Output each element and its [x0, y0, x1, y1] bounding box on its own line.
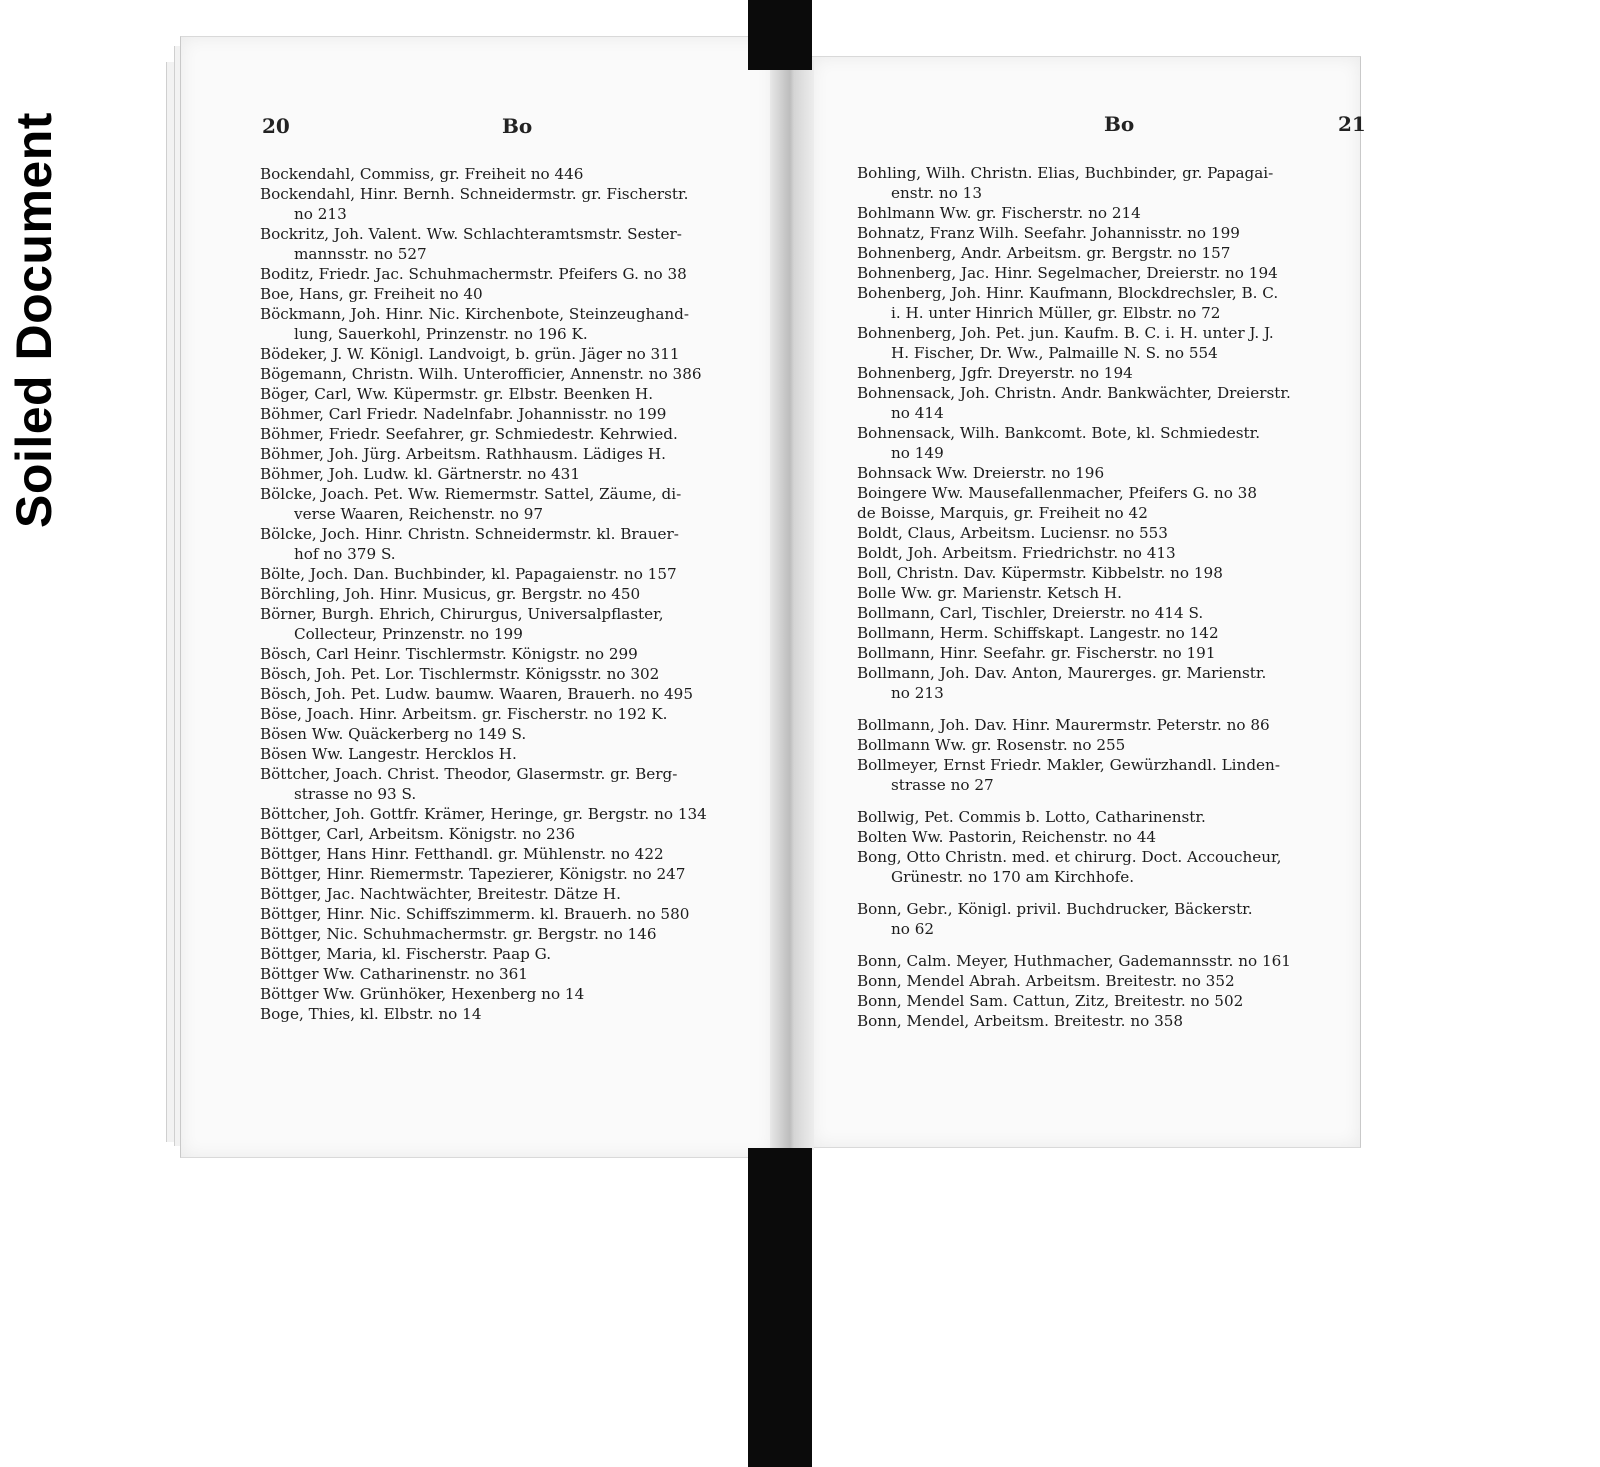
directory-entry	[260, 444, 760, 464]
directory-entry	[857, 827, 1357, 847]
directory-entry	[260, 724, 760, 744]
directory-entry	[260, 644, 760, 664]
directory-entry	[260, 284, 760, 304]
directory-entry	[260, 604, 760, 644]
directory-entry	[260, 484, 760, 524]
entry-text: Bollmann Ww. gr. Rosenstr. no 255	[857, 736, 1126, 754]
entry-text: Bonn, Gebr., Königl. privil. Buchdrucker, Bäckerstr.	[857, 900, 1253, 918]
entry-text: Bong, Otto Christn. med. et chirurg. Doct. Accoucheur,	[857, 848, 1282, 866]
entry-text: Bollmeyer, Ernst Friedr. Makler, Gewürzhandl. Linden-	[857, 756, 1280, 774]
right-running-head: Bo	[1104, 112, 1135, 136]
directory-entry	[857, 563, 1357, 583]
directory-entry	[857, 283, 1357, 323]
entry-continuation: verse Waaren, Reichenstr. no 97	[294, 505, 544, 523]
directory-entry	[260, 424, 760, 444]
directory-entry	[260, 304, 760, 344]
entry-continuation: lung, Sauerkohl, Prinzenstr. no 196 K.	[294, 325, 588, 343]
entry-text: Böse, Joach. Hinr. Arbeitsm. gr. Fischerstr. no 192 K.	[260, 705, 668, 723]
directory-entry	[260, 944, 760, 964]
directory-entry	[857, 223, 1357, 243]
directory-entry	[857, 951, 1357, 971]
directory-entry	[857, 323, 1357, 363]
entry-continuation: strasse no 27	[891, 776, 994, 794]
entry-text: Bölcke, Joch. Hinr. Christn. Schneidermstr. kl. Brauer-	[260, 525, 679, 543]
entry-text: Bockendahl, Hinr. Bernh. Schneidermstr. gr. Fischerstr.	[260, 185, 689, 203]
entry-text: Boge, Thies, kl. Elbstr. no 14	[260, 1005, 482, 1023]
entry-continuation: no 213	[891, 684, 944, 702]
entry-text: Bölcke, Joach. Pet. Ww. Riemermstr. Sattel, Zäume, di-	[260, 485, 682, 503]
entry-text: Bohlmann Ww. gr. Fischerstr. no 214	[857, 204, 1141, 222]
directory-entry	[260, 564, 760, 584]
directory-entry	[260, 524, 760, 564]
entry-text: Bohnsack Ww. Dreierstr. no 196	[857, 464, 1105, 482]
directory-entry	[857, 383, 1357, 423]
directory-entry	[857, 203, 1357, 223]
entry-text: Böttger, Maria, kl. Fischerstr. Paap G.	[260, 945, 552, 963]
directory-entry	[260, 864, 760, 884]
directory-entry	[857, 899, 1357, 939]
entry-text: Bohenberg, Joh. Hinr. Kaufmann, Blockdrechsler, B. C.	[857, 284, 1279, 302]
entry-text: Boll, Christn. Dav. Küpermstr. Kibbelstr. no 198	[857, 564, 1223, 582]
entry-continuation: Grünestr. no 170 am Kirchhofe.	[891, 868, 1135, 886]
directory-entry	[857, 847, 1357, 887]
left-running-head: Bo	[502, 114, 533, 138]
directory-entry	[857, 363, 1357, 383]
entry-text: Bösen Ww. Langestr. Hercklos H.	[260, 745, 517, 763]
directory-entry	[260, 844, 760, 864]
entry-text: Bösch, Joh. Pet. Lor. Tischlermstr. Königsstr. no 302	[260, 665, 660, 683]
directory-entry	[260, 884, 760, 904]
directory-entry	[857, 483, 1357, 503]
entry-text: Böckmann, Joh. Hinr. Nic. Kirchenbote, Steinzeughand-	[260, 305, 690, 323]
directory-entry	[857, 971, 1357, 991]
entry-text: Bohling, Wilh. Christn. Elias, Buchbinder, gr. Papagai-	[857, 164, 1274, 182]
directory-entry	[857, 1011, 1357, 1031]
entry-text: Boe, Hans, gr. Freiheit no 40	[260, 285, 483, 303]
directory-entry	[857, 463, 1357, 483]
directory-entry	[857, 523, 1357, 543]
directory-entry	[857, 715, 1357, 735]
entry-text: Bollmann, Joh. Dav. Hinr. Maurermstr. Peterstr. no 86	[857, 716, 1270, 734]
entry-text: Bollmann, Carl, Tischler, Dreierstr. no 414 S.	[857, 604, 1204, 622]
directory-entry	[857, 503, 1357, 523]
directory-entry	[260, 984, 760, 1004]
entry-text: Bohnenberg, Jac. Hinr. Segelmacher, Dreierstr. no 194	[857, 264, 1278, 282]
directory-entry	[260, 804, 760, 824]
directory-entry	[260, 764, 760, 804]
directory-entry	[857, 735, 1357, 755]
directory-entry	[260, 164, 760, 184]
entry-text: Bösch, Joh. Pet. Ludw. baumw. Waaren, Brauerh. no 495	[260, 685, 694, 703]
entry-text: Böhmer, Joh. Ludw. kl. Gärtnerstr. no 431	[260, 465, 581, 483]
binding-strip-top	[748, 0, 812, 70]
directory-entry	[260, 264, 760, 284]
directory-entry	[857, 583, 1357, 603]
entry-text: Bohnatz, Franz Wilh. Seefahr. Johannisstr. no 199	[857, 224, 1240, 242]
entry-text: Boldt, Joh. Arbeitsm. Friedrichstr. no 413	[857, 544, 1176, 562]
entry-text: Bockritz, Joh. Valent. Ww. Schlachteramtsmstr. Sester-	[260, 225, 682, 243]
entry-text: Boingere Ww. Mausefallenmacher, Pfeifers G. no 38	[857, 484, 1257, 502]
entry-text: Börchling, Joh. Hinr. Musicus, gr. Bergstr. no 450	[260, 585, 641, 603]
right-page-number: 21	[1338, 112, 1366, 136]
entry-continuation: strasse no 93 S.	[294, 785, 417, 803]
directory-entry	[260, 344, 760, 364]
entry-continuation: hof no 379 S.	[294, 545, 396, 563]
directory-entry	[260, 824, 760, 844]
entry-text: Bohnenberg, Andr. Arbeitsm. gr. Bergstr. no 157	[857, 244, 1231, 262]
directory-entry	[260, 664, 760, 684]
directory-entry	[260, 684, 760, 704]
entry-text: Böhmer, Joh. Jürg. Arbeitsm. Rathhausm. Lädiges H.	[260, 445, 666, 463]
entry-text: Böttcher, Joach. Christ. Theodor, Glasermstr. gr. Berg-	[260, 765, 678, 783]
right-directory-list	[857, 163, 1357, 1031]
entry-continuation: Collecteur, Prinzenstr. no 199	[294, 625, 523, 643]
entry-continuation: no 414	[891, 404, 944, 422]
entry-text: Böttger, Hans Hinr. Fetthandl. gr. Mühlenstr. no 422	[260, 845, 664, 863]
entry-text: Boldt, Claus, Arbeitsm. Luciensr. no 553	[857, 524, 1168, 542]
entry-continuation: mannsstr. no 527	[294, 245, 427, 263]
entry-text: Böttger, Nic. Schuhmachermstr. gr. Bergstr. no 146	[260, 925, 657, 943]
entry-text: Böttger, Jac. Nachtwächter, Breitestr. Dätze H.	[260, 885, 621, 903]
document-status-label	[2, 60, 66, 580]
directory-entry	[857, 623, 1357, 643]
directory-entry	[857, 163, 1357, 203]
directory-entry	[260, 464, 760, 484]
entry-text: Böger, Carl, Ww. Küpermstr. gr. Elbstr. Beenken H.	[260, 385, 654, 403]
entry-text: Bollmann, Herm. Schiffskapt. Langestr. no 142	[857, 624, 1219, 642]
entry-text: Bögemann, Christn. Wilh. Unterofficier, Annenstr. no 386	[260, 365, 702, 383]
directory-entry	[857, 663, 1357, 703]
directory-entry	[260, 964, 760, 984]
entry-text: Bohnenberg, Joh. Pet. jun. Kaufm. B. C. i. H. unter J. J.	[857, 324, 1274, 342]
entry-continuation: no 213	[294, 205, 347, 223]
entry-text: Bödeker, J. W. Königl. Landvoigt, b. grün. Jäger no 311	[260, 345, 680, 363]
entry-continuation: no 149	[891, 444, 944, 462]
binding-strip-bottom	[748, 1148, 812, 1467]
entry-text: Bölte, Joch. Dan. Buchbinder, kl. Papagaienstr. no 157	[260, 565, 677, 583]
directory-entry	[857, 243, 1357, 263]
entry-text: Böttger Ww. Grünhöker, Hexenberg no 14	[260, 985, 585, 1003]
entry-text: Bollmann, Joh. Dav. Anton, Maurerges. gr. Marienstr.	[857, 664, 1267, 682]
book-gutter	[770, 60, 814, 1150]
directory-entry	[857, 991, 1357, 1011]
entry-text: Bösen Ww. Quäckerberg no 149 S.	[260, 725, 527, 743]
entry-text: Bonn, Mendel Abrah. Arbeitsm. Breitestr. no 352	[857, 972, 1235, 990]
entry-text: Boditz, Friedr. Jac. Schuhmachermstr. Pfeifers G. no 38	[260, 265, 687, 283]
entry-text: Böhmer, Carl Friedr. Nadelnfabr. Johannisstr. no 199	[260, 405, 667, 423]
entry-text: Börner, Burgh. Ehrich, Chirurgus, Universalpflaster,	[260, 605, 664, 623]
directory-entry	[260, 184, 760, 224]
entry-text: Böttger, Carl, Arbeitsm. Königstr. no 236	[260, 825, 575, 843]
entry-text: de Boisse, Marquis, gr. Freiheit no 42	[857, 504, 1148, 522]
entry-continuation: enstr. no 13	[891, 184, 982, 202]
directory-entry	[260, 364, 760, 384]
entry-text: Bohnenberg, Jgfr. Dreyerstr. no 194	[857, 364, 1133, 382]
entry-text: Bolle Ww. gr. Marienstr. Ketsch H.	[857, 584, 1122, 602]
entry-text: Bonn, Calm. Meyer, Huthmacher, Gademannsstr. no 161	[857, 952, 1291, 970]
document-status-text: Soiled Document	[6, 112, 62, 528]
entry-text: Bösch, Carl Heinr. Tischlermstr. Königstr. no 299	[260, 645, 638, 663]
directory-entry	[260, 904, 760, 924]
directory-entry	[857, 423, 1357, 463]
directory-entry	[260, 1004, 760, 1024]
entry-text: Böttger Ww. Catharinenstr. no 361	[260, 965, 528, 983]
directory-entry	[857, 543, 1357, 563]
directory-entry	[260, 224, 760, 264]
left-directory-list	[260, 164, 760, 1024]
directory-entry	[260, 924, 760, 944]
directory-entry	[857, 603, 1357, 623]
entry-text: Bonn, Mendel Sam. Cattun, Zitz, Breitestr. no 502	[857, 992, 1244, 1010]
entry-text: Böhmer, Friedr. Seefahrer, gr. Schmiedestr. Kehrwied.	[260, 425, 678, 443]
entry-continuation: i. H. unter Hinrich Müller, gr. Elbstr. no 72	[891, 304, 1221, 322]
directory-entry	[857, 643, 1357, 663]
entry-text: Bollmann, Hinr. Seefahr. gr. Fischerstr. no 191	[857, 644, 1216, 662]
entry-continuation: no 62	[891, 920, 935, 938]
directory-entry	[260, 584, 760, 604]
directory-entry	[857, 807, 1357, 827]
directory-entry	[857, 263, 1357, 283]
directory-entry	[260, 704, 760, 724]
entry-text: Böttger, Hinr. Nic. Schiffszimmerm. kl. Brauerh. no 580	[260, 905, 690, 923]
left-page-number: 20	[262, 114, 290, 138]
directory-entry	[260, 744, 760, 764]
directory-entry	[260, 384, 760, 404]
directory-entry	[857, 755, 1357, 795]
entry-continuation: H. Fischer, Dr. Ww., Palmaille N. S. no 554	[891, 344, 1218, 362]
entry-text: Bohnensack, Joh. Christn. Andr. Bankwächter, Dreierstr.	[857, 384, 1291, 402]
directory-entry	[260, 404, 760, 424]
entry-text: Bohnensack, Wilh. Bankcomt. Bote, kl. Schmiedestr.	[857, 424, 1261, 442]
entry-text: Böttcher, Joh. Gottfr. Krämer, Heringe, gr. Bergstr. no 134	[260, 805, 707, 823]
entry-text: Bonn, Mendel, Arbeitsm. Breitestr. no 358	[857, 1012, 1184, 1030]
entry-text: Bockendahl, Commiss, gr. Freiheit no 446	[260, 165, 584, 183]
entry-text: Bollwig, Pet. Commis b. Lotto, Catharinenstr.	[857, 808, 1206, 826]
entry-text: Bolten Ww. Pastorin, Reichenstr. no 44	[857, 828, 1157, 846]
entry-text: Böttger, Hinr. Riemermstr. Tapezierer, Königstr. no 247	[260, 865, 686, 883]
